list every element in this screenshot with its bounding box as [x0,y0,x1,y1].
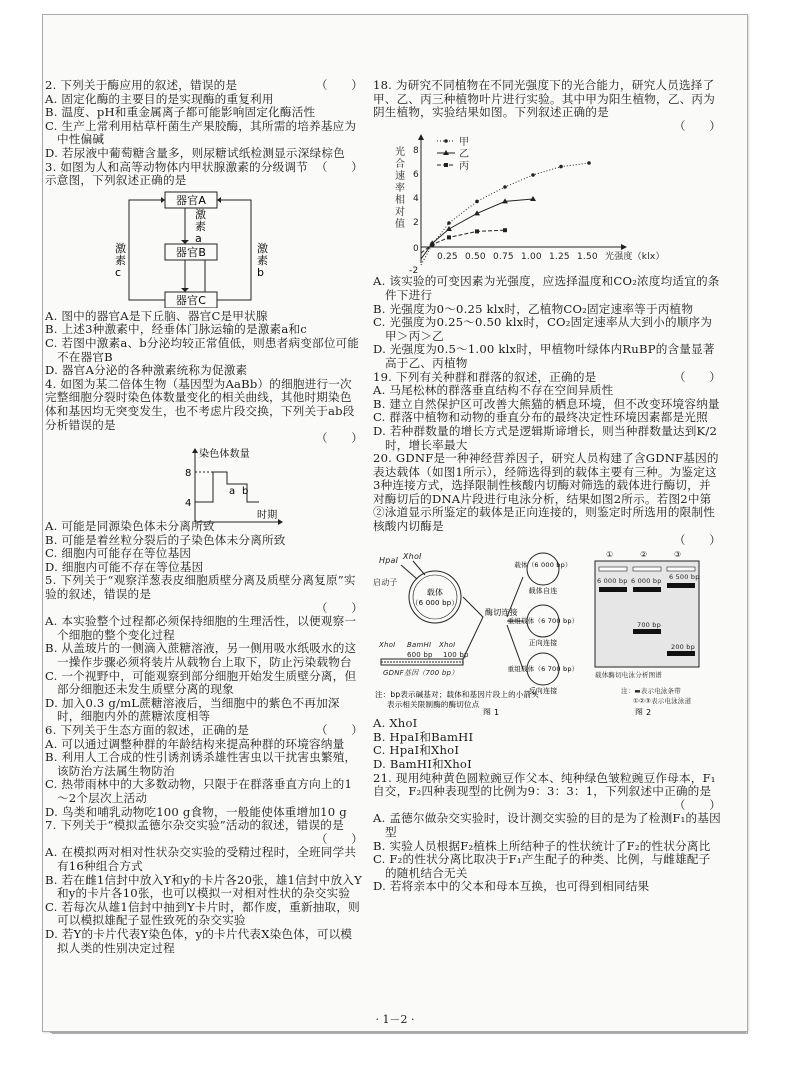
arrowhead [161,197,165,203]
question-stem: 2. 下列关于酶应用的叙述，错误的是 [45,78,238,92]
option-d: D. 细胞内可能不存在等位基因 [45,559,204,574]
x-tick-075: 0.75 [493,252,514,263]
data-point-丙 [447,236,451,240]
xho-site: XhoⅠ [403,552,422,562]
question-stem: 4. 如图为某二倍体生物（基因型为AaBb）的细胞进行一次完整细胞分裂时染色体数量变化的相关曲线，其他时期染色体和基因均无突变发生，也不考虑片段交换，下列关于ab段分析错误的是 [45,376,355,432]
hormone-diagram [45,190,363,308]
x-arrow [278,519,283,525]
option-c: C. 群落中植物和动物的垂直分布的最终决定性环境因素都是光照 [373,410,708,425]
answer-bracket: （ ） [315,600,363,615]
answer-bracket: （ ） [673,532,721,547]
hormone-c-3: c [115,265,122,279]
question-15 [45,574,363,724]
figure1-note-2: 表示相关限制酶的酶切位点 [387,700,480,710]
ligation-arrow-3 [507,625,523,669]
organ-b-label: 器官B [175,245,207,259]
question-18 [373,78,721,133]
paper-stack [42,14,747,1034]
form-1: 载体（6 000 bp） [514,561,572,570]
gdnf-figures-svg [373,547,721,715]
option-b: B. 从盖玻片的一侧滴入蔗糖溶液，另一侧用吸水纸吸水的这一操作步骤必须将装片从载物台上取下，防止污染载物台 [45,641,357,670]
gel-caption: 载体酶切电泳分析图谱 [595,671,662,680]
form-4: 正向连接 [528,639,558,648]
gel-legend-2: ①②③表示电泳泳道 [633,697,692,706]
y-tick-2: 2 [413,218,419,229]
data-point-甲 [503,186,507,190]
question-stem: 19. 下列有关种群和群落的叙述，正确的是 [373,369,597,384]
question-stem: 5. 下列关于“观察洋葱表皮细胞质壁分离及质壁分离复原”实验的叙述，错误的是 [45,573,356,602]
lane-2: ② [640,550,648,560]
option-c: C. 若每次从雄1信封中抽到Y卡片时，都作废，重新抽取，则可以模拟雄配子显性致死的杂交实验 [45,899,360,928]
photosynthesis-chart-svg [373,133,721,273]
option-d: D. BamHⅠ和XhoⅠ [373,757,472,772]
option-b: B. 建立自然保护区可改善大熊猫的栖息环境，但不改变环境容纳量 [373,396,720,411]
option-a: A. 该实验的可变因素为光强度，应选择温度和CO₂浓度均适宜的条件下进行 [373,274,720,302]
chart-legend [437,136,469,172]
form-2: 载体自连 [528,587,558,596]
x-axis-label: 时期 [257,509,278,521]
band-lane1-6000 [599,587,627,592]
y-label-5: 相 [395,195,406,207]
hormone-b-3: b [257,265,265,279]
hormone-a-2: 素 [195,219,207,233]
y-label-2: 合 [395,159,406,171]
y-tick-4: 4 [185,497,192,509]
option-d: D. 若将亲本中的父本和母本互换，也可得到相同结果 [373,879,650,894]
band-lane3-6500 [667,583,695,588]
option-c: C. 光强度为0.25～0.50 klx时，CO₂固定速率从大到小的顺序为甲＞丙＞乙 [373,315,713,343]
hpa-pointer [401,565,417,579]
question-stem: 3. 如图为人和高等动物体内甲状腺激素的分级调节示意图，下列叙述正确的是 [45,159,309,188]
band-label-3: 6 500 bp [669,573,700,582]
option-c: C. F₂的性状分离比取决于F₁产生配子的种类、比例，与雌雄配子的随机结合无关 [373,852,711,880]
ligation-label-1: 酶切连接 [485,608,518,618]
band-label-4: 700 bp [637,621,661,630]
option-a: A. 可能是同源染色体未分离所致 [45,519,215,534]
x-tick-150: 1.50 [577,252,598,263]
question-stem: 20. GDNF是一种神经营养因子，研究人员构建了含GDNF基因的表达载体（如图1所示），经筛选得到的载体主要有三种。为鉴定这3种连接方式，选择限制性核酸内切酶对筛选的载体进行酶切，并对酶切后的DNA片段进行电泳分析，结果如图2所示。若图2中第②泳道显示所鉴定的载体是正向连接的，则鉴定时所选用的限制性核酸内切酶是 [373,451,719,534]
vector-size: （6 000 bp） [411,599,459,608]
data-point-甲 [475,200,479,204]
hpa-site: HpaⅠ [379,556,399,566]
well-3 [667,567,695,571]
question-stem: 21. 现用纯种黄色圆粒豌豆作父本、纯种绿色皱粒豌豆作母本，F₁自交，F₂四种表现型的比例为9：3：3：1，下列叙述中正确的是 [373,770,716,799]
self-ligated-vector [527,553,559,585]
option-b: B. 利用人工合成的性引诱剂诱杀雄性害虫以干扰害虫繁殖，该防治方法属生物防治 [45,750,357,778]
question-21 [373,772,721,894]
question-17 [45,819,363,955]
band-label-1: 6 000 bp [597,577,628,586]
y-tick-neg2: -2 [409,266,419,274]
data-point-甲 [531,174,535,178]
legend-label-bing: 丙 [459,161,470,173]
question-12 [45,79,363,161]
x-tick-125: 1.25 [549,252,570,263]
question-stem: 18. 为研究不同植物在不同光强度下的光合能力，研究人员选择了甲、乙、丙三种植物叶片进行实验。其中甲为阳生植物，乙、丙为阴生植物，实验结果如图。下列叙述正确的是 [373,78,716,120]
question-stem: 6. 下列关于生态方面的叙述，正确的是 [45,723,250,737]
lane-1: ① [606,550,614,560]
form-3: 重组载体（6 700 bp） [507,617,579,626]
well-1 [599,567,627,571]
bam-site: BamHⅠ [407,641,432,650]
option-d: D. 光强度为0.5～1.00 klx时，甲植物叶绿体内RuBP的含量显著高于乙、丙植物 [373,342,715,370]
option-b: B. 可能是着丝粒分裂后的子染色体未分离所致 [45,532,286,547]
exam-page [42,14,748,1032]
y-tick-8: 8 [413,146,419,157]
answer-bracket: （ ） [673,118,721,133]
option-c: C. 生产上常利用枯草杆菌生产果胶酶，其所需的培养基应为中性偏碱 [45,118,357,147]
answer-bracket: （ ） [315,431,363,446]
hormone-a-1: 激 [195,207,207,221]
y-tick-4: 4 [413,194,419,205]
well-2 [633,567,661,571]
answer-bracket: （ ） [673,797,721,812]
arrowhead [181,288,189,292]
option-c: C. 一个视野中，可能观察到部分细胞开始发生质壁分离，但部分细胞还未发生质壁分离的现象 [45,668,357,697]
y-tick-0: 0 [413,244,419,255]
option-b: B. 上述3种激素中，经垂体门脉运输的是激素a和c [45,322,307,337]
data-point-甲 [559,165,563,169]
promoter-label: 启动子 [373,578,398,588]
form-5: 重组载体（6 700 bp） [507,665,579,674]
x-tick-050: 0.50 [465,252,486,263]
x-tick-100: 1.00 [521,252,542,263]
option-c: C. 细胞内可能存在等位基因 [45,546,192,561]
option-a: A. 马尾松林的群落垂直结构不存在空间异质性 [373,383,614,398]
y-label-7: 值 [395,219,406,231]
arrowhead [181,240,189,244]
xho-site-2: XhoⅠ [379,641,396,650]
hormone-diagram-svg [45,190,363,308]
plasmid-inner-circle [413,575,457,619]
xho-site-3: XhoⅠ [439,641,456,650]
data-point-甲 [587,162,591,166]
band-label-2: 6 000 bp [631,577,662,586]
series-line-甲 [421,163,589,265]
x-arrow [621,244,627,250]
page-number: · 1－2 · [375,1013,415,1026]
right-column [373,79,721,894]
option-a: A. 图中的器官A是下丘脑、器官C是甲状腺 [45,308,268,323]
hormone-c-1: 激 [115,241,127,255]
question-19 [373,371,721,453]
option-a: A. 孟德尔做杂交实验时，设计测交实验的目的是为了检测F₁的基因型 [373,811,721,839]
lane-3: ③ [674,550,682,560]
option-b: B. HpaⅠ和BamHⅠ [373,729,474,744]
gdnf-figures [373,547,721,715]
answer-bracket: （ ） [315,831,363,846]
answer-bracket: （ ） [673,369,721,384]
xho-pointer [413,561,425,575]
legend-label-yi: 乙 [459,149,470,161]
option-a: A. 在模拟两对相对性状杂交实验的受精过程时，全班同学共有16种组合方式 [45,845,357,873]
answer-bracket: （ ） [315,723,363,737]
hormone-a-3: a [195,231,202,245]
y-axis-label: 染色体数量 [199,448,250,460]
band-lane3-200 [667,651,695,656]
option-d: D. 鸟类和哺乳动物吃100 g食物，一般能使体重增加10 g [45,804,347,819]
feedback-line-right [217,200,251,300]
question-16 [45,724,363,819]
y-label-1: 光 [395,147,406,159]
chromosome-curve [195,472,259,502]
ligation-bracket [463,597,483,659]
chart-series [421,162,591,266]
option-d: D. 若尿液中葡萄糖含量多，则尿糖试纸检测显示深绿棕色 [45,145,345,160]
y-tick-6: 6 [413,170,419,181]
option-c: C. 热带雨林中的大多数动物，只限于在群落垂直方向上的1～2个层次上活动 [45,777,353,805]
hormone-b-1: 激 [257,241,269,255]
point-a: a [229,485,236,497]
option-b: B. 光强度为0～0.25 klx时，乙植物CO₂固定速率等于丙植物 [373,301,694,316]
y-label-6: 对 [395,207,406,219]
vector-name: 载体 [426,588,444,598]
data-point-丙 [503,229,507,233]
question-20-options [373,717,721,771]
hormone-c-2: 素 [115,253,127,267]
arrowhead [217,197,221,203]
data-point-乙 [446,226,452,231]
y-label-4: 率 [395,183,406,195]
question-18-options [373,275,721,370]
option-a: A. XhoⅠ [373,716,418,731]
legend-marker-bing [444,163,448,167]
x-tick-025: 0.25 [437,252,458,263]
y-tick-8: 8 [185,467,192,479]
gdnf-gene-label: GDNF基因（700 bp） [383,669,459,678]
option-b: B. 温度、pH和重金属离子都可能影响固定化酶活性 [45,105,316,120]
figure2-label: 图 2 [635,708,652,716]
chromosome-chart-svg [45,446,363,530]
data-point-乙 [530,196,536,201]
legend-marker-jia [444,140,448,144]
option-c: C. HpaⅠ和XhoⅠ [373,743,460,758]
option-b: B. 实验人员根据F₂植株上所结种子的性状统计了F₂的性状分离比 [373,838,711,853]
form-6: 反向连接 [528,687,558,696]
option-d: D. 若种群数量的增长方式是逻辑斯谛增长，则当种群数量达到K/2时，增长率最大 [373,423,718,452]
y-arrow [418,134,424,140]
organ-a-label: 器官A [175,193,207,207]
option-d: D. 器官A分泌的各种激素统称为促激素 [45,363,248,378]
feedback-line-left [129,200,165,300]
data-point-丙 [430,243,434,247]
question-stem: 7. 下列关于“模拟孟德尔杂交实验”活动的叙述，错误的是 [45,818,344,833]
band-lane2-6000 [633,587,661,592]
gel-legend-1: 注：▬表示电泳条带 [621,687,681,696]
figure1-note-1: 注：bp表示碱基对；载体和基因片段上的小箭头 [375,690,539,700]
y-arrow [192,448,198,453]
left-column [45,79,363,955]
data-point-甲 [447,222,451,226]
hormone-b-2: 素 [257,253,269,267]
y-label-3: 速 [395,171,406,183]
option-c: C. 若图中激素a、b分泌均较正常值低，则患者病变部位可能不在器官B [45,335,360,364]
option-a: A. 固定化酶的主要目的是实现酶的重复利用 [45,91,274,106]
series-line-乙 [421,199,533,259]
segment-600: 600 bp [407,651,433,660]
question-20 [373,451,721,547]
question-13-options [45,310,363,378]
x-axis-label: 光强度（klx） [605,252,665,263]
option-a: A. 可以通过调整种群的年龄结构来提高种群的环境容纳量 [45,736,345,751]
segment-100: 100 bp [443,651,469,660]
legend-label-jia: 甲 [459,137,470,149]
chromosome-chart [45,431,363,521]
band-label-5: 200 bp [671,643,695,652]
figure1-label: 图 1 [483,708,500,716]
point-b: b [242,485,249,497]
data-point-丙 [475,230,479,234]
photosynthesis-chart [373,133,721,273]
band-lane2-700 [633,629,661,634]
option-d: D. 若Y的卡片代表Y染色体，y的卡片代表X染色体，可以模拟人类的性别决定过程 [45,926,353,955]
question-13 [45,161,363,188]
option-b: B. 若在雌1信封中放入Y和y的卡片各20张，雄1信封中放入Y和y的卡片各10张，也可以模拟一对相对性状的杂交实验 [45,872,362,901]
answer-bracket: （ ） [315,78,363,92]
option-a: A. 本实验整个过程都必须保持细胞的生理活性，以便观察一个细胞的整个变化过程 [45,614,357,642]
option-d: D. 加入0.3 g/mL蔗糖溶液后，当细胞中的紫色不再加深时，细胞内外的蔗糖浓度相等 [45,695,340,724]
organ-c-label: 器官C [175,293,207,307]
question-14 [45,376,363,446]
answer-bracket: （ ） [315,159,363,174]
